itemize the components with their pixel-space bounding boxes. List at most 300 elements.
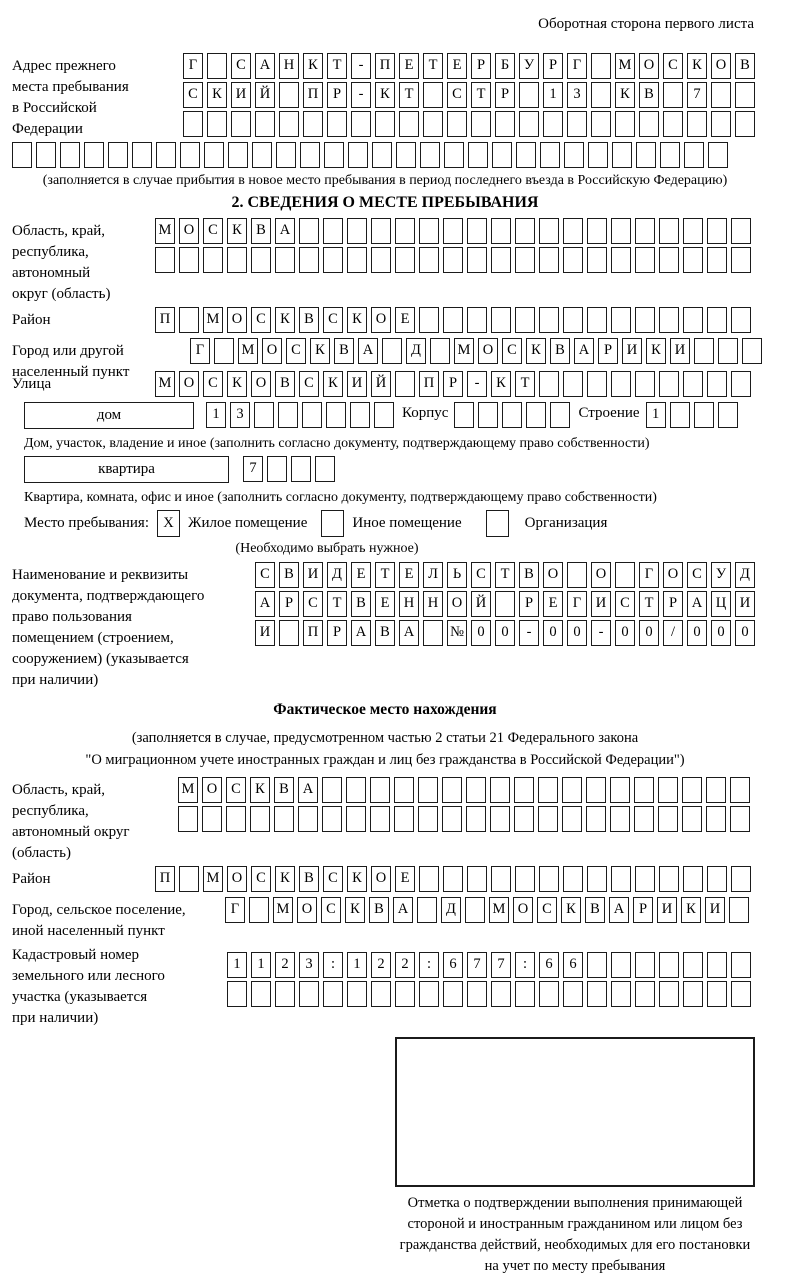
char-box xyxy=(183,111,203,137)
char-box xyxy=(490,777,510,803)
fact-oblast-row-2 xyxy=(178,806,754,832)
char-box xyxy=(443,247,463,273)
dom-row xyxy=(24,402,758,431)
char-box: О xyxy=(663,562,683,588)
char-box xyxy=(347,218,367,244)
char-box: К xyxy=(227,218,247,244)
char-box xyxy=(683,952,703,978)
char-box xyxy=(539,247,559,273)
char-box xyxy=(663,82,683,108)
char-box xyxy=(315,456,335,482)
zhiloe-checkbox xyxy=(157,510,180,537)
char-box: В xyxy=(299,307,319,333)
char-box: Й xyxy=(255,82,275,108)
char-box xyxy=(683,247,703,273)
char-box: А xyxy=(687,591,707,617)
label-line: Город или другой xyxy=(12,343,124,359)
char-box: 3 xyxy=(230,402,250,428)
kadastr-group xyxy=(12,942,758,1029)
char-box xyxy=(516,142,536,168)
char-box: О xyxy=(179,371,199,397)
char-box xyxy=(323,247,343,273)
label-line: Кадастровый номер xyxy=(12,947,139,963)
label-line: Город, сельское поселение, xyxy=(12,902,186,918)
label-line: гражданства действий, необходимых для его постановки xyxy=(399,1237,751,1253)
document-group xyxy=(12,562,758,691)
char-box: К xyxy=(687,53,707,79)
prev-address-row-2 xyxy=(183,82,759,108)
char-box xyxy=(447,111,467,137)
char-box xyxy=(326,402,346,428)
char-box xyxy=(371,247,391,273)
char-box: А xyxy=(609,897,629,923)
char-box: 0 xyxy=(615,620,635,646)
char-box: С xyxy=(226,777,246,803)
fact-gorod-row xyxy=(225,897,753,923)
char-box: - xyxy=(467,371,487,397)
mesto-note: (Необходимо выбрать нужное) xyxy=(235,541,419,556)
char-box xyxy=(443,218,463,244)
char-box xyxy=(347,247,367,273)
char-box xyxy=(543,111,563,137)
char-box xyxy=(471,111,491,137)
stroenie-label: Строение xyxy=(578,405,640,421)
char-box xyxy=(539,218,559,244)
char-box xyxy=(550,402,570,428)
char-box xyxy=(202,806,222,832)
char-box: Д xyxy=(441,897,461,923)
char-box xyxy=(278,402,298,428)
char-box: И xyxy=(347,371,367,397)
char-box xyxy=(731,247,751,273)
char-box: 1 xyxy=(347,952,367,978)
fact-oblast-row-1 xyxy=(178,777,754,803)
char-box: В xyxy=(369,897,389,923)
char-box xyxy=(587,307,607,333)
char-box xyxy=(323,218,343,244)
char-box: В xyxy=(299,866,319,892)
char-box: С xyxy=(231,53,251,79)
char-box xyxy=(611,247,631,273)
char-box xyxy=(255,111,275,137)
char-box: Т xyxy=(495,562,515,588)
char-box: Д xyxy=(735,562,755,588)
char-box: О xyxy=(227,307,247,333)
char-box: 0 xyxy=(711,620,731,646)
char-box xyxy=(327,111,347,137)
char-box xyxy=(539,371,559,397)
char-box xyxy=(395,247,415,273)
char-box xyxy=(492,142,512,168)
char-box xyxy=(563,247,583,273)
char-box: С xyxy=(687,562,707,588)
label-line: на учет по месту пребывания xyxy=(484,1258,666,1274)
char-box xyxy=(659,952,679,978)
document-label xyxy=(12,562,255,691)
char-box xyxy=(515,307,535,333)
char-box xyxy=(742,338,762,364)
label-line: право пользования xyxy=(12,609,132,625)
char-box xyxy=(639,111,659,137)
char-box xyxy=(634,777,654,803)
char-box: С xyxy=(663,53,683,79)
char-box: 0 xyxy=(471,620,491,646)
char-box: К xyxy=(491,371,511,397)
fact-note xyxy=(12,727,758,771)
char-box: Е xyxy=(447,53,467,79)
char-box xyxy=(711,111,731,137)
char-box xyxy=(708,142,728,168)
char-box xyxy=(718,338,738,364)
char-box: С xyxy=(255,562,275,588)
char-box xyxy=(466,777,486,803)
char-box xyxy=(694,402,714,428)
char-box: Р xyxy=(598,338,618,364)
zhiloe-option-label: Жилое помещение xyxy=(188,515,308,531)
char-box xyxy=(591,53,611,79)
char-box: 0 xyxy=(567,620,587,646)
char-box: У xyxy=(519,53,539,79)
char-box xyxy=(443,866,463,892)
label-line: Область, край, xyxy=(12,223,106,239)
char-box xyxy=(467,866,487,892)
char-box xyxy=(711,82,731,108)
char-box: Н xyxy=(399,591,419,617)
char-box: : xyxy=(323,952,343,978)
char-box: С xyxy=(286,338,306,364)
char-box xyxy=(567,111,587,137)
char-box xyxy=(683,371,703,397)
char-box xyxy=(587,866,607,892)
char-box: С xyxy=(615,591,635,617)
label-line: Область, край, xyxy=(12,782,106,798)
char-box xyxy=(249,897,269,923)
char-box: Г xyxy=(190,338,210,364)
char-box xyxy=(423,82,443,108)
char-box xyxy=(495,591,515,617)
char-box: - xyxy=(519,620,539,646)
char-box xyxy=(251,247,271,273)
char-box xyxy=(467,218,487,244)
char-box: Й xyxy=(371,371,391,397)
char-box: Г xyxy=(183,53,203,79)
char-box: П xyxy=(419,371,439,397)
char-box xyxy=(300,142,320,168)
char-box: Р xyxy=(471,53,491,79)
char-box xyxy=(179,866,199,892)
char-box xyxy=(612,142,632,168)
char-box: С xyxy=(471,562,491,588)
char-box xyxy=(179,247,199,273)
char-box: К xyxy=(347,307,367,333)
char-box: С xyxy=(183,82,203,108)
char-box xyxy=(660,142,680,168)
char-box xyxy=(591,82,611,108)
char-box xyxy=(635,307,655,333)
mesto-label: Место пребывания: xyxy=(24,515,149,531)
char-box xyxy=(267,456,287,482)
char-box: 0 xyxy=(687,620,707,646)
char-box xyxy=(634,806,654,832)
char-box xyxy=(683,218,703,244)
char-box: К xyxy=(615,82,635,108)
kadastr-row-2 xyxy=(227,981,755,1007)
char-box xyxy=(214,338,234,364)
char-box: О xyxy=(202,777,222,803)
char-box xyxy=(207,111,227,137)
fact-title: Фактическое место нахождения xyxy=(273,701,497,718)
char-box: Г xyxy=(639,562,659,588)
char-box xyxy=(515,218,535,244)
char-box: Е xyxy=(351,562,371,588)
label-line: земельного или лесного xyxy=(12,968,165,984)
char-box xyxy=(515,247,535,273)
char-box xyxy=(275,247,295,273)
char-box: К xyxy=(275,866,295,892)
label-line: автономный xyxy=(12,265,91,281)
char-box xyxy=(502,402,522,428)
char-box xyxy=(587,218,607,244)
char-box: Т xyxy=(375,562,395,588)
char-box xyxy=(443,307,463,333)
label-line: документа, подтверждающего xyxy=(12,588,205,604)
oblast-label xyxy=(12,218,155,305)
char-box: Т xyxy=(423,53,443,79)
char-box: И xyxy=(622,338,642,364)
char-box xyxy=(659,981,679,1007)
kadastr-row-1 xyxy=(227,952,755,978)
char-box: П xyxy=(303,82,323,108)
char-box xyxy=(540,142,560,168)
char-box xyxy=(299,218,319,244)
char-box xyxy=(611,981,631,1007)
char-box xyxy=(491,247,511,273)
char-box xyxy=(419,218,439,244)
char-box: М xyxy=(615,53,635,79)
char-box xyxy=(467,307,487,333)
char-box xyxy=(275,981,295,1007)
char-box xyxy=(178,806,198,832)
char-box: : xyxy=(515,952,535,978)
char-box xyxy=(610,777,630,803)
char-box xyxy=(371,981,391,1007)
char-box: Т xyxy=(639,591,659,617)
char-box: А xyxy=(275,218,295,244)
char-box xyxy=(564,142,584,168)
char-box: О xyxy=(262,338,282,364)
char-box: О xyxy=(543,562,563,588)
char-box xyxy=(635,247,655,273)
char-box: П xyxy=(155,866,175,892)
char-box xyxy=(430,338,450,364)
char-box xyxy=(418,777,438,803)
char-box: С xyxy=(323,307,343,333)
char-box xyxy=(346,777,366,803)
char-box: В xyxy=(351,591,371,617)
char-box: Н xyxy=(279,53,299,79)
oblast-row-1 xyxy=(155,218,755,244)
char-box: К xyxy=(303,53,323,79)
rayon-label: Район xyxy=(12,312,51,328)
char-box xyxy=(659,247,679,273)
char-box xyxy=(707,866,727,892)
char-box: О xyxy=(591,562,611,588)
char-box: И xyxy=(657,897,677,923)
char-box: - xyxy=(591,620,611,646)
char-box xyxy=(156,142,176,168)
char-box xyxy=(615,111,635,137)
char-box xyxy=(682,777,702,803)
char-box xyxy=(567,562,587,588)
char-box xyxy=(683,981,703,1007)
char-box xyxy=(468,142,488,168)
label-line: Наименование и реквизиты xyxy=(12,567,189,583)
char-box xyxy=(324,142,344,168)
label-line: Отметка о подтверждении выполнения принимающей xyxy=(407,1195,743,1211)
char-box: И xyxy=(670,338,690,364)
char-box: С xyxy=(203,371,223,397)
char-box: А xyxy=(399,620,419,646)
char-box: : xyxy=(419,952,439,978)
char-box: Т xyxy=(471,82,491,108)
char-box xyxy=(419,866,439,892)
char-box xyxy=(682,806,702,832)
char-box xyxy=(563,866,583,892)
char-box xyxy=(374,402,394,428)
char-box: К xyxy=(310,338,330,364)
rayon-group xyxy=(12,307,758,336)
char-box: И xyxy=(303,562,323,588)
char-box xyxy=(731,307,751,333)
char-box xyxy=(279,82,299,108)
char-box: 7 xyxy=(491,952,511,978)
char-box xyxy=(155,247,175,273)
char-box: X xyxy=(157,510,180,537)
char-box xyxy=(423,620,443,646)
korpus-boxes xyxy=(454,402,574,428)
char-box: И xyxy=(591,591,611,617)
char-box xyxy=(322,806,342,832)
label-line: населенный пункт xyxy=(12,364,130,380)
char-box: 1 xyxy=(206,402,226,428)
char-box xyxy=(36,142,56,168)
char-box xyxy=(635,981,655,1007)
char-box xyxy=(299,981,319,1007)
char-box: П xyxy=(375,53,395,79)
char-box: С xyxy=(447,82,467,108)
label-line: места пребывания xyxy=(12,79,129,95)
kvartira-field: квартира xyxy=(24,456,229,483)
char-box xyxy=(563,981,583,1007)
prev-address-row-4 xyxy=(12,142,758,168)
label-line: (заполняется в случае, предусмотренном частью 2 статьи 21 Федерального закона xyxy=(131,730,639,746)
char-box xyxy=(291,456,311,482)
char-box xyxy=(350,402,370,428)
char-box xyxy=(562,806,582,832)
char-box: Т xyxy=(399,82,419,108)
char-box xyxy=(348,142,368,168)
char-box xyxy=(465,897,485,923)
char-box: М xyxy=(489,897,509,923)
char-box: В xyxy=(274,777,294,803)
char-box xyxy=(226,806,246,832)
char-box: 3 xyxy=(299,952,319,978)
char-box xyxy=(132,142,152,168)
char-box xyxy=(563,307,583,333)
char-box xyxy=(454,402,474,428)
char-box xyxy=(108,142,128,168)
char-box: 2 xyxy=(371,952,391,978)
char-box: Т xyxy=(327,53,347,79)
char-box xyxy=(659,307,679,333)
char-box xyxy=(254,402,274,428)
char-box: С xyxy=(502,338,522,364)
organizatsiya-checkbox xyxy=(486,510,509,537)
char-box: К xyxy=(323,371,343,397)
char-box xyxy=(323,981,343,1007)
char-box: У xyxy=(711,562,731,588)
char-box: В xyxy=(585,897,605,923)
char-box xyxy=(707,307,727,333)
char-box: Д xyxy=(327,562,347,588)
char-box xyxy=(478,402,498,428)
label-line: участка (указывается xyxy=(12,989,148,1005)
korpus-label: Корпус xyxy=(402,405,449,421)
char-box: А xyxy=(351,620,371,646)
char-box: И xyxy=(231,82,251,108)
char-box xyxy=(231,111,251,137)
fact-gorod-group xyxy=(12,897,758,942)
char-box: Е xyxy=(395,866,415,892)
char-box xyxy=(491,218,511,244)
char-box: А xyxy=(255,591,275,617)
char-box: К xyxy=(207,82,227,108)
char-box: В xyxy=(279,562,299,588)
char-box: А xyxy=(393,897,413,923)
char-box: 7 xyxy=(467,952,487,978)
char-box xyxy=(302,402,322,428)
prev-address-note: (заполняется в случае прибытия в новое место пребывания в период последнего въезда в Российскую Федерацию) xyxy=(42,173,728,188)
char-box xyxy=(659,218,679,244)
document-row-3 xyxy=(255,620,759,646)
char-box xyxy=(658,806,678,832)
char-box xyxy=(251,981,271,1007)
char-box xyxy=(707,952,727,978)
label-line: сооружением) (указывается xyxy=(12,651,189,667)
label-line: помещением (строением, xyxy=(12,630,174,646)
prev-address-row-3 xyxy=(183,111,759,137)
char-box xyxy=(298,806,318,832)
char-box: К xyxy=(347,866,367,892)
char-box: М xyxy=(273,897,293,923)
char-box: П xyxy=(303,620,323,646)
char-box: 7 xyxy=(243,456,263,482)
char-box: - xyxy=(351,53,371,79)
char-box: Р xyxy=(443,371,463,397)
char-box xyxy=(395,371,415,397)
rayon-row xyxy=(155,307,755,333)
char-box xyxy=(351,111,371,137)
char-box xyxy=(611,371,631,397)
char-box xyxy=(228,142,248,168)
char-box xyxy=(495,111,515,137)
label-line: "О миграционном учете иностранных граждан и лиц без гражданства в Российской Федерации") xyxy=(85,752,685,768)
char-box xyxy=(611,952,631,978)
char-box xyxy=(635,866,655,892)
char-box xyxy=(515,866,535,892)
char-box xyxy=(563,371,583,397)
label-line: в Российской xyxy=(12,100,97,116)
